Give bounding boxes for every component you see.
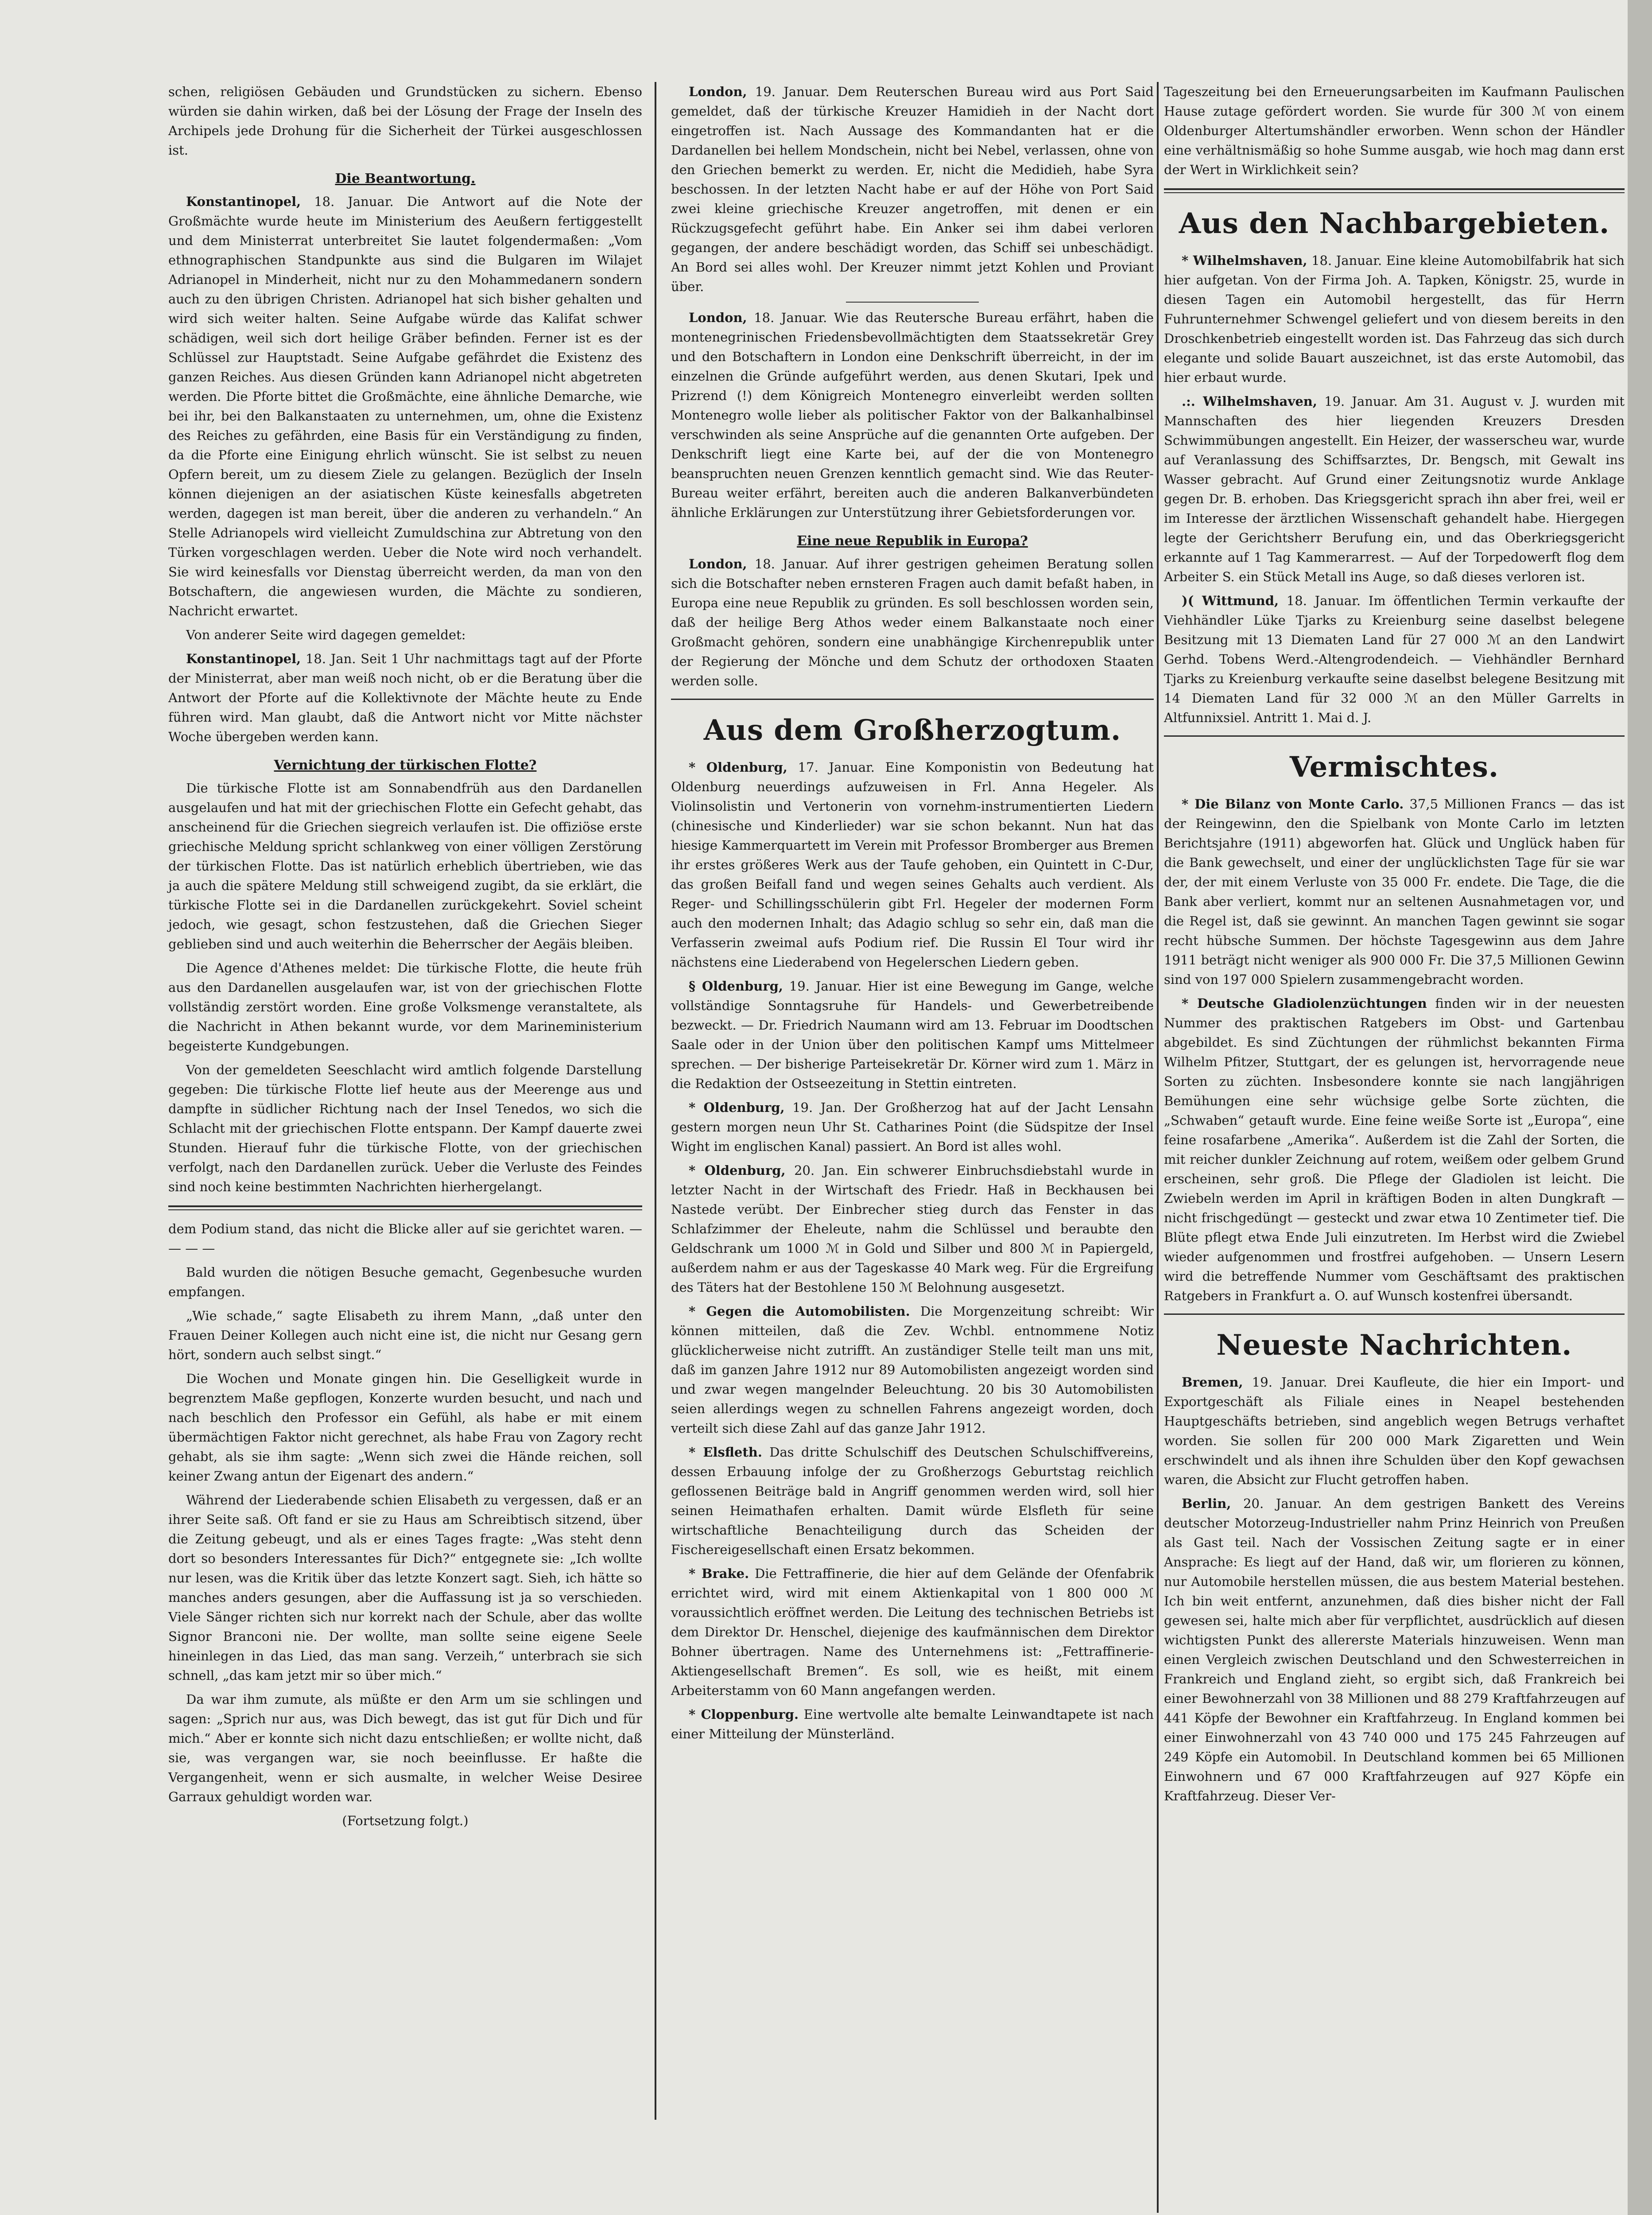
section-title: Neueste Nachrichten. xyxy=(1216,1329,1572,1362)
paragraph: schen, religiösen Gebäuden und Grundstücken zu sichern. Ebenso würden sie dahin wirken, daß bei der Lösung der Frage der Inseln des Archipels jede Drohung für die Sicherheit der Türkei ausgeschlossen ist. xyxy=(168,84,642,158)
paragraph: London, 18. Januar. Auf ihrer gestrigen geheimen Beratung sollen sich die Botschafter neben ernsteren Fragen auch damit befaßt haben, in Europa eine neue Republik zu gründen. Es soll beschlossen worden sein, daß der heilige Berg Athos weder einem Balkanstaate noch einer Großmacht gehören, sondern eine unabhängige Kirchenrepublik unter der Regierung der Mönche und dem Schutz der orthodoxen Staaten werden solle. xyxy=(671,556,1154,688)
paragraph: Berlin, 20. Januar. An dem gestrigen Bankett des Vereins deutscher Motorzeug-Industrieller nahm Prinz Heinrich von Preußen als Gast teil. Nach der Vossischen Zeitung sagte er in einer Ansprache: Es liegt auf der Hand, daß wir, um florieren zu können, nur Automobile herstellen müssen, die aus bestem Material bestehen. Ich bin weit entfernt, anzunehmen, daß dies bisher nicht der Fall gewesen sei, halte mich aber für verpflichtet, ausdrücklich auf diesen wichtigsten Punkt des allererste Materials hinzuweisen. Wenn man einen Vergleich zwischen Deutschland und den Schwesterreichen in Frankreich und England zieht, so ergibt sich, daß Frankreich bei einer Bewohnerzahl von 38 Millionen und 88 279 Kraftfahrzeugen auf 441 Köpfe der Bewohner ein Kraftfahrzeug. In England kommen bei einer Einwohnerzahl von 43 740 000 und 175 245 Fahrzeugen auf 249 Köpfe ein Automobil. In Deutschland kommen bei 65 Millionen Einwohnern und 67 000 Kraftfahrzeugen auf 927 Köpfe ein Kraftfahrzeug. Dieser Ver- xyxy=(1164,1496,1625,1803)
section-heading: Die Beantwortung. xyxy=(335,171,476,187)
section-heading: Eine neue Republik in Europa? xyxy=(797,533,1028,549)
column-3 xyxy=(1164,82,1625,1810)
paragraph: Von anderer Seite wird dagegen gemeldet: xyxy=(186,627,466,642)
paragraph: .:. Wilhelmshaven, 19. Januar. Am 31. August v. J. wurden mit Mannschaften des hier liegenden Kreuzers Dresden Schwimmübungen angestellt. Ein Heizer, der wasserscheu war, wurde auf Veranlassung des Schiffsarztes, Dr. Bengsch, mit Gewalt ins Wasser gebracht. Auf Grund einer Zeitungsnotiz wurde Anklage gegen Dr. B. erhoben. Das Kriegsgericht sprach ihn aber frei, weil er im Interesse der ärztlichen Wissenschaft gehandelt habe. Hiergegen legte der Gerichtsherr Berufung ein, und das Oberkriegsgericht erkannte auf 1 Tag Kammerarrest. — Auf der Torpedowerft flog dem Arbeiter S. ein Stück Metall ins Auge, so daß dieses verloren ist. xyxy=(1164,394,1625,584)
paragraph: Konstantinopel, 18. Januar. Die Antwort auf die Note der Großmächte wurde heute im Ministerium des Aeußern fertiggestellt und dem Ministerrat unterbreitet Sie lautet folgendermaßen: „Vom ethnographischen Standpunkte aus sind die Bulgaren im Wilajet Adrianopel in Minderheit, nicht nur zu den Mohammedanern sondern auch zu den übrigen Christen. Adrianopel hat sich bisher gehalten und wird sich weiter halten. Seine Aufgabe würde das Kalifat schwer schädigen, weil sich dort heilige Gräber befinden. Ferner ist es der Schlüssel zur Hauptstadt. Seine Aufgabe gefährdet die Existenz des ganzen Reiches. Aus diesen Gründen kann Adrianopel nicht abgetreten werden. Die Pforte bittet die Großmächte, eine ähnliche Demarche, wie bei ihr, bei den Balkanstaaten zu unternehmen, um, ohne die Existenz des Reiches zu gefährden, eine Basis für ein Verständigung zu finden, da die Pforte eine Einigung ehrlich wünscht. Sie ist selbst zu neuen Opfern bereit, um zu diesem Ziele zu gelangen. Bezüglich der Inseln können diejenigen an der asiatischen Küste keinesfalls abgetreten werden, dagegen ist man bereit, über die anderen zu verhandeln.“ An Stelle Adrianopels wird vielleicht Zumuldschina zur Abtretung von den Türken vorgeschlagen werden. Ueber die Note wird noch verhandelt. Sie wird keinesfalls vor Dienstag überreicht werden, da man von den Botschaftern, die angewiesen wurden, die Mächte zu sondieren, Nachricht erwartet. xyxy=(168,194,642,618)
section-divider xyxy=(1164,735,1625,737)
section-title: Vermischtes. xyxy=(1289,750,1499,784)
section-title: Aus den Nachbargebieten. xyxy=(1179,207,1610,240)
continuation-note: (Fortsetzung folgt.) xyxy=(342,1813,469,1828)
paragraph: London, 18. Januar. Wie das Reutersche Bureau erfährt, haben die montenegrinischen Friedensbevollmächtigten dem Staatssekretär Grey und den Botschaftern in London eine Denkschrift überreicht, in der im einzelnen die Gründe aufgeführt werden, aus denen Skutari, Ipek und Prizrend (!) dem Königreich Montenegro einverleibt werden sollten Montenegro wolle lieber als politischer Faktor von der Balkanhalbinsel verschwinden als seine Ansprüche auf die genannten Orte aufgeben. Der Denkschrift liegt eine Karte bei, auf der die von Montenegro beanspruchten neuen Grenzen kenntlich gemacht sind. Wie das Reuter-Bureau weiter erfährt, bereiten auch die anderen Balkanverbündeten ähnliche Erklärungen zur Unterstützung ihrer Gebietsforderungen vor. xyxy=(671,310,1154,520)
feuilleton-paragraph: Während der Liederabende schien Elisabeth zu vergessen, daß er an ihrer Seite saß. Oft fand er sie zu Haus am Schreibtisch sitzend, über die Zeitung gebeugt, und als er eines Tages fragte: „Was steht denn dort so besonders Interessantes für Dich?“ entgegnete sie: „Ich wollte nur lesen, was die Kritik über das letzte Konzert sagt. Sieh, ich hätte so manches anders gesungen, aber die Auffassung ist ja so verschieden. Viele Sänger richten sich nur korrekt nach der Schule, aber das wollte Signor Branconi nie. Der wollte, man sollte seine eigene Seele hineinlegen in das Lied, das man sang. Verzeih,“ unterbrach sie sich schnell, „das kam jetzt mir so über mich.“ xyxy=(168,1492,642,1683)
paragraph: London, 19. Januar. Dem Reuterschen Bureau wird aus Port Said gemeldet, daß der türkische Kreuzer Hamidieh in der Nacht dort eingetroffen ist. Nach Aussage des Kommandanten hat er die Dardanellen bei hellem Mondschein, nicht bei Nebel, verlassen, ohne von den Griechen bemerkt zu werden. Er, nicht die Medidieh, habe Syra beschossen. In der letzten Nacht habe er auf der Höhe von Port Said zwei kleine griechische Kreuzer angetroffen, mit denen er ein Rückzugsgefecht geführt habe. Ein Anker sei ihm dabei verloren gegangen, der andere beschädigt worden, das Schiff sei unbeschädigt. An Bord sei alles wohl. Der Kreuzer nimmt jetzt Kohlen und Proviant über. xyxy=(671,84,1154,294)
paragraph: * Oldenburg, 20. Jan. Ein schwerer Einbruchsdiebstahl wurde in letzter Nacht in der Wirtschaft des Friedr. Haß in Beckhausen bei Nastede verübt. Der Einbrecher stieg durch das Fenster in das Schlafzimmer der Eheleute, nahm die Schlüssel und beraubte den Geldschrank um 1000 ℳ in Gold und Silber und 800 ℳ in Papiergeld, außerdem nahm er aus der Tageskasse 40 Mark weg. Für die Ergreifung des Täters hat der Bestohlene 150 ℳ Belohnung ausgesetzt. xyxy=(671,1163,1154,1295)
feuilleton-paragraph: „Wie schade,“ sagte Elisabeth zu ihrem Mann, „daß unter den Frauen Deiner Kollegen auch nicht eine ist, die nicht nur Gesang gern hört, sondern auch selbst singt.“ xyxy=(168,1308,642,1362)
paragraph: * Deutsche Gladiolenzüchtungen finden wir in der neuesten Nummer des praktischen Ratgebers im Obst- und Gartenbau abgebildet. Es sind Züchtungen der rühmlichst bekannten Firma Wilhelm Pfitzer, Stuttgart, der es gelungen ist, hervorragende neue Sorten zu züchten. Insbesondere konnte sie nach langjährigen Bemühungen eine sehr wüchsige gelbe Sorte züchten, die „Schwaben“ getauft wurde. Eine feine weiße Sorte ist „Europa“, eine feine rosafarbene „Amerika“. Außerdem ist die Zahl der Sorten, die mit reicher dunkler Zeichnung auf rotem, weißem oder gelbem Grund erscheinen, sehr groß. Die Pflege der Gladiolen ist leicht. Die Zwiebeln werden im April in kräftigen Boden in alten Dungkraft — nicht frischgedüngt — gesteckt und zwar etwa 10 Zentimeter tief. Die Blüte pflegt etwa Ende Juli einzutreten. Im Herbst wird die Zwiebel wieder aufgenommen und frostfrei aufgehoben. — Unsern Lesern wird die betreffende Nummer vom Geschäftsamt des praktischen Ratgebers in Frankfurt a. O. auf Wunsch kostenfrei übersandt. xyxy=(1164,996,1625,1303)
section-divider xyxy=(1164,188,1625,193)
feuilleton-divider xyxy=(168,1205,642,1210)
paragraph: * Elsfleth. Das dritte Schulschiff des Deutschen Schulschiffvereins, dessen Erbauung infolge der zu Großherzogs Geburtstag reichlich geflossenen Beiträge bald in Angriff genommen werden wird, soll hier seinen Heimathafen erhalten. Damit würde Elsfleth für seine wirtschaftliche Benachteiligung durch das Scheiden der Fischereigesellschaft einen Ersatz bekommen. xyxy=(671,1445,1154,1557)
paragraph: * Oldenburg, 17. Januar. Eine Komponistin von Bedeutung hat Oldenburg neuerdings aufzuweisen in Frl. Anna Hegeler. Als Violinsolistin und Vertonerin von vornehm-instrumentierten Liedern (chinesische und Kinderlieder) war sie schon bekannt. Nun hat das hiesige Kammerquartett im Verein mit Professor Bromberger aus Bremen ihr erstes größeres Werk aus der Taufe gehoben, ein Quintett in C-Dur, das großen Beifall fand und wegen seines Gehalts auch verdient. Als Reger- und Schillingsschülerin gibt Frl. Hegeler der modernen Form auch den modernen Inhalt; das Adagio schlug so sehr ein, daß man die Verfasserin zweimal aufs Podium rief. Die Russin El Tour wird ihr nächstens eine Liederabend von Hegelerschen Liedern geben. xyxy=(671,760,1154,970)
paragraph: Konstantinopel, 18. Jan. Seit 1 Uhr nachmittags tagt auf der Pforte der Ministerrat, aber man weiß noch nicht, ob er die Beratung über die Antwort der Pforte auf die Kollektivnote der Mächte heute zu Ende führen wird. Man glaubt, daß die Antwort nicht vor Mitte nächster Woche übergeben werden kann. xyxy=(168,651,642,744)
paragraph: * Wilhelmshaven, 18. Januar. Eine kleine Automobilfabrik hat sich hier aufgetan. Von der Firma Joh. A. Tapken, Königstr. 25, wurde in diesen Tagen ein Automobil hergestellt, das für Herrn Fuhrunternehmer Schwengel geliefert und von diesem bereits in den Droschkenbetrieb eingestellt worden ist. Das Fahrzeug das sich durch elegante und solide Bauart auszeichnet, ist das erste Automobil, das hier erbaut wurde. xyxy=(1164,253,1625,385)
section-divider xyxy=(671,699,1154,700)
paragraph: * Cloppenburg. Eine wertvolle alte bemalte Leinwandtapete ist nach einer Mitteilung der Münsterländ. xyxy=(671,1707,1154,1741)
paragraph: § Oldenburg, 19. Januar. Hier ist eine Bewegung im Gange, welche vollständige Sonntagsruhe für Handels- und Gewerbetreibende bezweckt. — Dr. Friedrich Naumann wird am 13. Februar im Doodtschen Saale oder in der Union über den politischen Kampf ums Mittelmeer sprechen. — Der bisherige Parteisekretär Dr. Körner wird zum 1. März in die Redaktion der Ostseezeitung in Stettin eintreten. xyxy=(671,979,1154,1091)
section-divider xyxy=(1164,1313,1625,1315)
column-rule-right xyxy=(1157,82,1159,2213)
column-1 xyxy=(168,82,642,1835)
paragraph: * Oldenburg, 19. Jan. Der Großherzog hat auf der Jacht Lensahn gestern morgen neun Uhr St. Catharines Point (die Südspitze der Insel Wight im englischen Kanal) passiert. An Bord ist alles wohl. xyxy=(671,1100,1154,1154)
paragraph: )( Wittmund, 18. Januar. Im öffentlichen Termin verkaufte der Viehhändler Lüke Tjarks zu Kreienburg seine daselbst belegene Besitzung mit 13 Diematen Land für 27 000 ℳ an den Landwirt Gerhd. Tobens Werd.-Altengrodendeich. — Viehhändler Bernhard Tjarks zu Kreienburg verkaufte seine daselbst belegene Besitzung mit 14 Diematen Land für 32 000 ℳ an den Müller Garrelts in Altfunnixsiel. Antritt 1. Mai d. J. xyxy=(1164,593,1625,725)
column-rule-left xyxy=(655,82,656,2120)
paragraph: Bremen, 19. Januar. Drei Kaufleute, die hier ein Import- und Exportgeschäft als Filiale eines in Neapel bestehenden Hauptgeschäfts betrieben, sind angeblich wegen Betrugs verhaftet worden. Sie sollen für 200 000 Mark Zigaretten und Wein erschwindelt und als ihnen ihre Schulden über den Kopf gewachsen waren, die Absicht zur Flucht getroffen haben. xyxy=(1164,1375,1625,1487)
paragraph: Die Agence d'Athenes meldet: Die türkische Flotte, die heute früh aus den Dardanellen ausgelaufen war, ist von der griechischen Flotte vollständig zerstört worden. Eine große Volksmenge veranstaltete, als die Nachricht in Athen bekannt wurde, vor dem Marineministerium begeisterte Kundgebungen. xyxy=(168,960,642,1053)
paragraph: * Brake. Die Fettraffinerie, die hier auf dem Gelände der Ofenfabrik errichtet wird, wird mit einem Aktienkapital von 1 800 000 ℳ voraussichtlich eröffnet werden. Die Leitung des technischen Betriebs ist dem Direktor Dr. Henschel, diejenige des kaufmännischen dem Direktor Bohner übertragen. Name des Unternehmens ist: „Fettraffinerie-Aktiengesellschaft Bremen“. Es soll, wie es heißt, mit einem Arbeiterstamm von 60 Mann angefangen werden. xyxy=(671,1566,1154,1698)
paragraph: * Die Bilanz von Monte Carlo. 37,5 Millionen Francs — das ist der Reingewinn, den die Spielbank von Monte Carlo im letzten Berichtsjahre (1911) abgeworfen hat. Glück und Unglück haben für die Bank gewechselt, und einer der unglücklichsten Tage für sie war der, der mit einem Verluste von 35 000 Fr. endete. Die Tage, die die Bank aber verliert, kommt nur an seltenen Ausnahmetagen vor, und die Regel ist, daß sie gewinnt. An manchen Tagen gewinnt sie sogar recht hübsche Summen. Der höchste Tagesgewinn aus dem Jahre 1911 beträgt nicht weniger als 900 000 Fr. Die 37,5 Millionen Gewinn sind von 197 000 Spielern zusammengebracht worden. xyxy=(1164,797,1625,987)
column-2 xyxy=(671,82,1154,1748)
section-title: Aus dem Großherzogtum. xyxy=(703,714,1121,747)
feuilleton-paragraph: Die Wochen und Monate gingen hin. Die Geselligkeit wurde in begrenztem Maße gepflogen, Konzerte wurden besucht, und nach und nach beschlich den Professor ein Gefühl, als habe er mit einem übermächtigen Faktor nicht gerechnet, als habe Frau von Zagory recht gehabt, als sie ihm sagte: „Wenn sich zwei die Hände reichen, soll keiner Zwang antun der Eigenart des andern.“ xyxy=(168,1371,642,1484)
paragraph: Tageszeitung bei den Erneuerungsarbeiten im Kaufmann Paulischen Hause zutage gefördert worden. Sie wurde für 300 ℳ von einem Oldenburger Altertumshändler erworben. Wenn schon der Händler eine verhältnismäßig so hohe Summe ausgab, wie hoch mag dann erst der Wert in Wirklichkeit sein? xyxy=(1164,84,1625,177)
feuilleton-paragraph: Da war ihm zumute, als müßte er den Arm um sie schlingen und sagen: „Sprich nur aus, was Dich bewegt, das ist gut für Dich und für mich.“ Aber er konnte sich nicht dazu entschließen; er wollte nicht, daß sie, was vergangen war, sie noch beeinflusse. Er haßte die Vergangenheit, wenn er sich ausmalte, in welcher Weise Desiree Garraux gehuldigt worden war. xyxy=(168,1692,642,1804)
paragraph: * Gegen die Automobilisten. Die Morgenzeitung schreibt: Wir können mitteilen, daß die Zev. Wchbl. entnommene Notiz glücklicherweise nicht zutrifft. An zuständiger Stelle teilt man uns mit, daß im ganzen Jahre 1912 nur 89 Automobilisten angezeigt worden sind und zwar wegen mangelnder Beleuchtung. 20 bis 30 Automobilisten seien allerdings wegen zu schnellen Fahrens angezeigt worden, doch verteilt sich diese Zahl auf das ganze Jahr 1912. xyxy=(671,1304,1154,1436)
paragraph: Von der gemeldeten Seeschlacht wird amtlich folgende Darstellung gegeben: Die türkische Flotte lief heute aus der Meerenge aus und dampfte in südlicher Richtung nach der Insel Tenedos, wo sich die Schlacht mit der griechischen Flotte entspann. Der Kampf dauerte zwei Stunden. Hierauf fuhr die türkische Flotte, von der griechischen verfolgt, nach den Dardanellen zurück. Ueber die Verluste des Feindes sind noch keine bestimmten Nachrichten hierhergelangt. xyxy=(168,1062,642,1194)
section-heading: Vernichtung der türkischen Flotte? xyxy=(274,758,537,773)
short-divider xyxy=(846,302,979,303)
paragraph: Die türkische Flotte ist am Sonnabendfrüh aus den Dardanellen ausgelaufen und hat mit der griechischen Flotte ein Gefecht gehabt, das anscheinend für die Griechen siegreich verlaufen ist. Die offiziöse erste griechische Meldung spricht schlankweg von einer völligen Zerstörung der türkischen Flotte. Das ist natürlich erheblich übertrieben, wie das ja auch die spätere Meldung still schweigend zugibt, da sie erklärt, die türkische Flotte sei in die Dardanellen zurückgekehrt. Soviel scheint jedoch, wie gesagt, schon festzustehen, daß die Griechen Sieger geblieben sind und auch weiterhin die Beherrscher der Aegäis bleiben. xyxy=(168,781,642,952)
scan-edge xyxy=(1628,0,1652,2215)
feuilleton-paragraph: Bald wurden die nötigen Besuche gemacht, Gegenbesuche wurden empfangen. xyxy=(168,1265,642,1299)
feuilleton-paragraph: dem Podium stand, das nicht die Blicke aller auf sie gerichtet waren. — — — — xyxy=(168,1221,642,1256)
